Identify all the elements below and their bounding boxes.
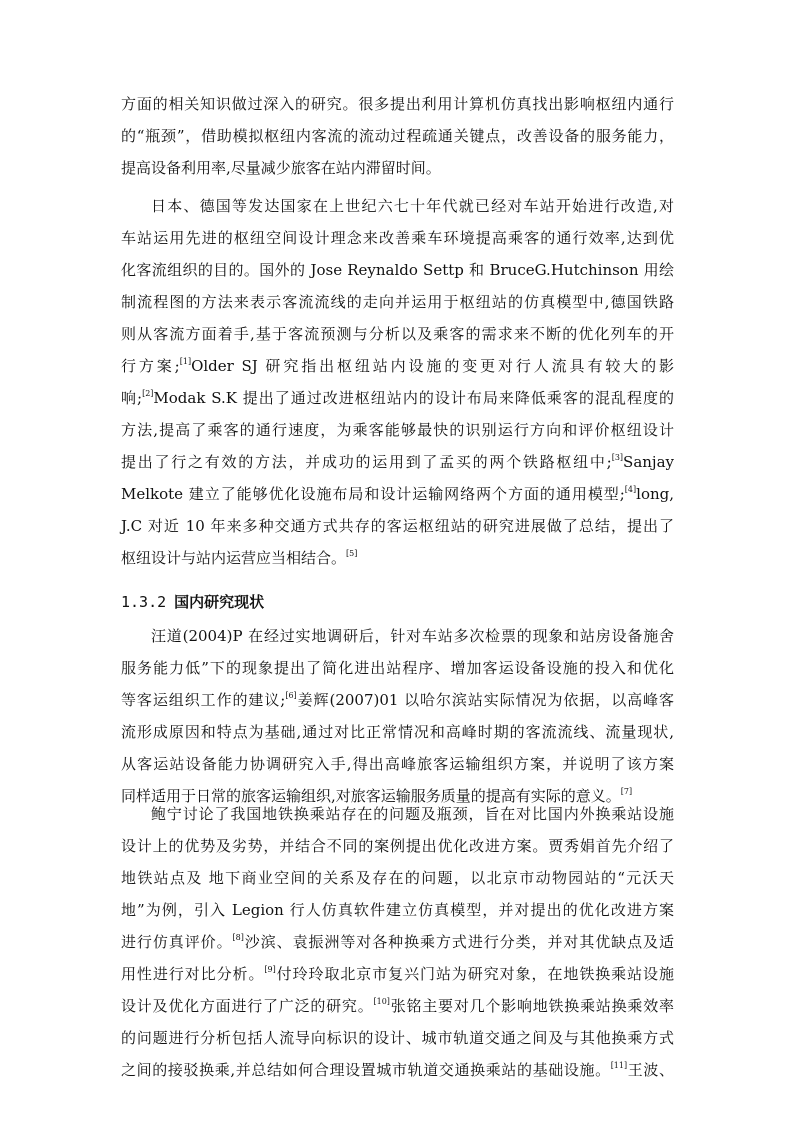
text-line: 流形成原因和特点为基础,通过对比正常情况和高峰时期的客流流线、流量现状, — [121, 723, 674, 741]
text-line: 地”为例，引入 Legion 行人仿真软件建立仿真模型，并对提出的优化改进方案 — [121, 901, 674, 919]
text-line: 设计上的优势及劣势，并结合不同的案例提出优化改进方案。贾秀娟首先介绍了 — [121, 837, 674, 855]
text-line: 方面的相关知识做过深入的研究。很多提出利用计算机仿真找出影响枢纽内通行 — [121, 95, 674, 113]
paragraph-domestic-research — [121, 620, 674, 812]
text-line — [121, 926, 674, 958]
citation-ref: [9] — [264, 965, 276, 974]
text-segment: Sanjay — [623, 453, 674, 471]
text-segment: 之间的接驳换乘,并总结如何合理设置城市轨道交通换乘站的基础设施。 — [121, 1061, 611, 1079]
text-line — [121, 446, 674, 478]
citation-ref: [1] — [179, 357, 192, 366]
citation-ref: [2] — [142, 389, 154, 398]
text-line: 车站运用先进的枢纽空间设计理念来改善乘车环境提高乘客的通行效率,达到优 — [121, 229, 674, 247]
text-line: 汪道(2004)P 在经过实地调研后，针对车站多次检票的现象和站房设备施舍 — [151, 627, 674, 645]
text-line: 从客运站设备能力协调研究入手,得出高峰旅客运输组织方案，并说明了该方案 — [121, 755, 674, 773]
text-segment: 进行仿真评价。 — [121, 933, 233, 951]
text-segment: Melkote 建立了能够优化设施布局和设计运输网络两个方面的通用模型; — [121, 485, 625, 503]
text-segment: Modak S.K 提出了通过改进枢纽站内的设计布局来降低乘客的混乱程度的 — [153, 389, 675, 407]
text-line — [121, 958, 674, 990]
citation-ref: [5] — [346, 549, 358, 558]
text-segment: 张铭主要对几个影响地铁换乘站换乘效率 — [389, 997, 674, 1015]
text-segment: 设计及优化方面进行了广泛的研究。 — [121, 997, 374, 1015]
text-line: 化客流组织的目的。国外的 Jose Reynaldo Settp 和 BruceG.Hutchinson 用绘 — [121, 261, 674, 279]
text-line — [121, 478, 674, 510]
text-line: 的“瓶颈”，借助模拟枢纽内客流的流动过程疏通关键点，改善设备的服务能力， — [121, 127, 674, 145]
text-segment: 王波、 — [627, 1061, 674, 1079]
text-line: J.C 对近 10 年来多种交通方式共存的客运枢纽站的研究进展做了总结，提出了 — [121, 517, 674, 535]
text-line: 鲍宁讨论了我国地铁换乘站存在的问题及瓶颈，旨在对比国内外换乘站设施 — [151, 805, 674, 823]
text-line: 方法,提高了乘客的通行速度，为乘客能够最快的识别运行方向和评价枢纽设计 — [121, 421, 674, 439]
text-segment: 行方案; — [121, 357, 180, 375]
text-line — [121, 382, 674, 414]
citation-ref: [4] — [624, 485, 637, 494]
text-line: 则从客流方面着手,基于客流预测与分析以及乘客的需求来不断的优化列车的开 — [121, 325, 674, 343]
text-segment: long, — [636, 485, 674, 503]
paragraph-transfer-stations — [121, 798, 674, 1086]
text-line: 服务能力低”下的现象提出了简化进出站程序、增加客运设备设施的投入和优化 — [121, 659, 674, 677]
text-segment: 同样适用于日常的旅客运输组织,对旅客运输服务质量的提高有实际的意义。 — [121, 787, 621, 805]
text-line: 的问题进行分析包括人流导向标识的设计、城市轨道交通之间及与其他换乘方式 — [121, 1029, 674, 1047]
text-line: 提高设备利用率,尽量减少旅客在站内滞留时间。 — [121, 159, 441, 177]
citation-ref: [6] — [285, 691, 297, 700]
section-title: 国内研究现状 — [174, 593, 265, 611]
text-segment: Older SJ 研究指出枢纽站内设施的变更对行人流具有较大的影 — [191, 357, 674, 375]
citation-ref: [3] — [611, 453, 624, 462]
paragraph-intro-continued — [121, 88, 674, 184]
text-line — [121, 1054, 674, 1086]
text-segment: 等客运组织工作的建议; — [121, 691, 286, 709]
text-line — [121, 684, 674, 716]
text-line — [121, 990, 674, 1022]
text-segment: 付玲玲取北京市复兴门站为研究对象，在地铁换乘站设施 — [275, 965, 674, 983]
text-segment: 用性进行对比分析。 — [121, 965, 265, 983]
citation-ref: [8] — [232, 933, 244, 942]
text-line: 日本、德国等发达国家在上世纪六七十年代就已经对车站开始进行改造,对 — [151, 197, 674, 215]
text-segment: 姜辉(2007)01 以哈尔滨站实际情况为依据，以高峰客 — [296, 691, 674, 709]
text-segment: 提出了行之有效的方法，并成功的运用到了孟买的两个铁路枢纽中; — [121, 453, 612, 471]
text-segment: 沙滨、袁振洲等对各种换乘方式进行分类，并对其优缺点及适 — [243, 933, 674, 951]
citation-ref: [7] — [620, 787, 633, 796]
section-number: 1.3.2 — [121, 593, 167, 611]
text-line — [121, 350, 674, 382]
text-segment: 枢纽设计与站内运营应当相结合。 — [121, 549, 347, 567]
citation-ref: [11] — [610, 1061, 628, 1070]
text-line: 地铁站点及 地下商业空间的关系及存在的问题，以北京市动物园站的“元沃天 — [121, 869, 674, 887]
citation-ref: [10] — [373, 997, 390, 1006]
text-segment: 响; — [121, 389, 143, 407]
section-heading — [121, 586, 264, 618]
text-line — [121, 542, 674, 574]
paragraph-foreign-research — [121, 190, 674, 574]
text-line: 制流程图的方法来表示客流流线的走向并运用于枢纽站的仿真模型中,德国铁路 — [121, 293, 674, 311]
